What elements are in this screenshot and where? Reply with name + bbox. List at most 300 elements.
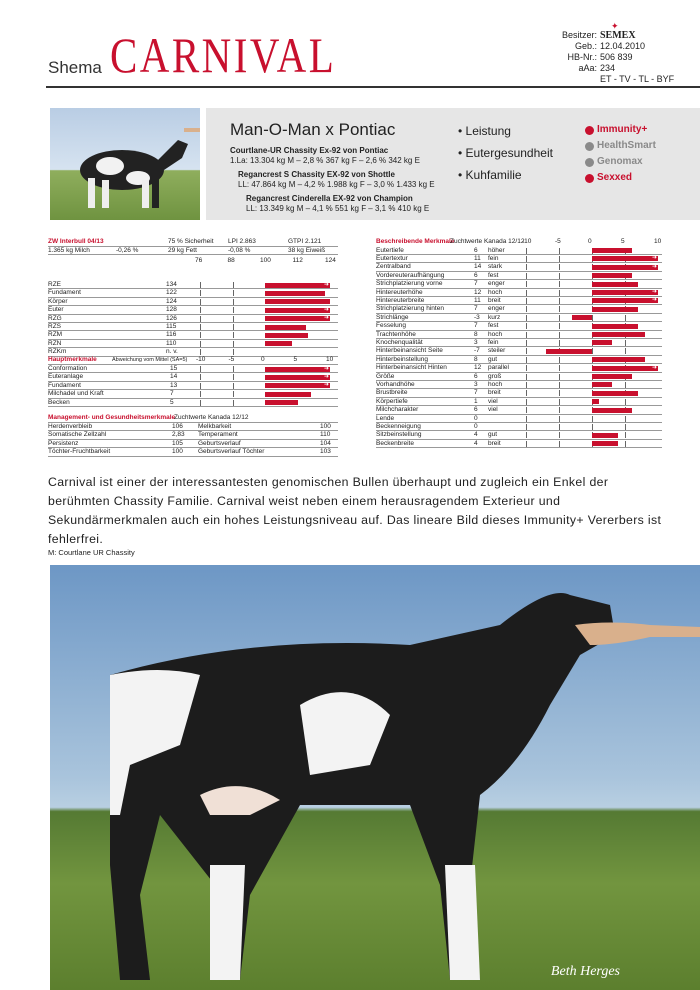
linear-row	[376, 431, 662, 439]
grid-tick	[200, 282, 201, 288]
grid-tick	[559, 382, 560, 388]
dam-lactation: 1.La: 13.304 kg M – 2,8 % 367 kg F – 2,6 % 342 kg E	[230, 156, 420, 165]
grid-tick	[200, 391, 201, 397]
grid-tick	[559, 399, 560, 405]
linear-bar	[572, 315, 592, 320]
linear-row-desc: breit	[488, 439, 501, 447]
linear-row-value: 11	[474, 296, 481, 304]
grid-tick	[200, 341, 201, 347]
linear-row-value: 12	[474, 364, 482, 372]
haupt-sub: Abweichung vom Mittel (SA=5)	[112, 357, 188, 363]
grid-tick	[200, 383, 201, 389]
grid-tick	[526, 290, 527, 296]
genomax-icon	[585, 158, 594, 167]
linear-bar	[592, 290, 658, 295]
mgmt-left-value: 106	[172, 423, 183, 430]
grid-tick	[526, 441, 527, 447]
mgmt-left-value: 105	[172, 439, 183, 447]
grid-tick	[625, 441, 626, 447]
linear-row-desc: höher	[488, 246, 505, 254]
linear-row-value: 6	[474, 372, 478, 380]
linear-row-label: Hinterbeinansicht Hinten	[376, 364, 447, 372]
grid-tick	[625, 348, 626, 354]
zw-row-value: 110	[166, 339, 177, 347]
zw-gtpi: GTPI 2.121	[288, 238, 322, 245]
linear-row	[376, 331, 662, 339]
birth-value: 12.04.2010	[600, 41, 646, 51]
zw-row	[48, 331, 338, 339]
zw-table	[48, 238, 338, 357]
grid-tick	[526, 323, 527, 329]
linear-row-label: Eutertiefe	[376, 246, 404, 254]
grid-tick	[625, 340, 626, 346]
grid-tick	[526, 273, 527, 279]
grid-tick	[625, 399, 626, 405]
linear-bar	[546, 349, 592, 354]
linear-row	[376, 280, 662, 288]
scale-tick-label: 10	[654, 238, 662, 245]
linear-row-desc: steiler	[488, 347, 506, 355]
linear-row	[376, 263, 662, 271]
zw-row-value: 124	[166, 297, 177, 305]
linear-bar	[592, 433, 618, 438]
zw-bar	[265, 283, 330, 288]
grid-tick	[526, 416, 527, 422]
haupt-row-label: Euteranlage	[48, 373, 84, 381]
zw-bar	[265, 333, 308, 338]
brand-immunity: Immunity+	[597, 124, 648, 135]
grid-tick	[526, 298, 527, 304]
haupt-row	[48, 373, 338, 381]
grid-tick	[233, 366, 234, 372]
zw-row-label: RZN	[48, 339, 62, 347]
haupt-row	[48, 365, 338, 373]
mgmt-left-value: 2,83	[172, 431, 185, 439]
grid-tick	[526, 365, 527, 371]
haupt-table	[48, 356, 338, 407]
linear-row-label: Hintereuterbreite	[376, 296, 425, 304]
mgmt-right-value: 103	[320, 448, 331, 456]
aaa-key: aAa:	[578, 63, 597, 73]
linear-row	[376, 423, 662, 431]
linear-row	[376, 415, 662, 423]
zw-row-label: RZG	[48, 314, 62, 322]
linear-row-value: 4	[474, 431, 478, 439]
scale-tick-label: 76	[195, 257, 203, 264]
scale-tick-label: -10	[522, 238, 532, 245]
linear-row-value: 3	[474, 338, 478, 346]
linear-row-desc: enger	[488, 305, 505, 313]
dam-name: Courtlane-UR Chassity Ex-92 von Pontiac	[230, 146, 389, 155]
grid-tick	[200, 374, 201, 380]
grid-tick	[592, 424, 593, 430]
linear-row	[376, 314, 662, 322]
grid-tick	[233, 349, 234, 355]
linear-row	[376, 406, 662, 414]
grid-tick	[526, 399, 527, 405]
zw-row-label: RZM	[48, 331, 63, 339]
grid-tick	[200, 324, 201, 330]
aaa-value: 234	[600, 63, 616, 73]
cow-photo	[50, 565, 700, 990]
linear-row-desc: gut	[488, 431, 498, 439]
overflow-arrow-icon: ➜	[324, 315, 330, 322]
zw-bar	[265, 316, 330, 321]
linear-row-value: 8	[474, 355, 478, 363]
overflow-arrow-icon: ➜	[652, 297, 658, 304]
overflow-arrow-icon: ➜	[652, 289, 658, 296]
grid-tick	[233, 324, 234, 330]
linear-row	[376, 364, 662, 372]
linear-row-label: Trachtenhöhe	[376, 330, 416, 338]
linear-row-label: Strichplatzierung vorne	[376, 280, 443, 288]
linear-row-desc: enger	[488, 280, 505, 288]
mgmt-left-label: Somatische Zellzahl	[48, 431, 107, 439]
grid-tick	[233, 332, 234, 338]
grid-tick	[200, 349, 201, 355]
haupt-bar	[265, 383, 330, 388]
linear-row	[376, 247, 662, 255]
scale-tick-label: -10	[196, 356, 206, 363]
zw-bar	[265, 299, 330, 304]
linear-bar	[592, 408, 632, 413]
grid-tick	[559, 273, 560, 279]
linear-row	[376, 255, 662, 263]
zw-row-label: Fundament	[48, 289, 81, 297]
linear-row-label: Lende	[376, 414, 395, 422]
linear-bar	[592, 374, 632, 379]
linear-row-desc: fein	[488, 338, 499, 346]
grid-tick	[592, 416, 593, 422]
grid-tick	[559, 323, 560, 329]
linear-row-label: Körpertiefe	[376, 397, 408, 405]
hb-value: 506 839	[600, 52, 633, 62]
grid-tick	[200, 299, 201, 305]
linear-row-label: Milchcharakter	[376, 406, 419, 414]
haupt-row-value: 5	[170, 398, 174, 406]
grid-tick	[559, 256, 560, 262]
grid-tick	[526, 374, 527, 380]
mgmt-header: Management- und Gesundheitsmerkmale	[48, 414, 176, 421]
grid-tick	[233, 400, 234, 406]
linear-row-label: Brustbreite	[376, 389, 408, 397]
grid-tick	[526, 424, 527, 430]
mgmt-right-label: Melkbarkeit	[198, 423, 232, 430]
owner-block	[555, 21, 675, 85]
linear-row-value: 14	[474, 263, 482, 271]
scale-tick-label: 100	[260, 257, 271, 264]
zw-row	[48, 323, 338, 331]
grid-tick	[625, 382, 626, 388]
zw-row-value: 128	[166, 306, 177, 314]
grid-tick	[200, 400, 201, 406]
grid-tick	[233, 383, 234, 389]
overflow-arrow-icon: ➜	[652, 364, 658, 371]
grid-tick	[526, 281, 527, 287]
scale-tick-label: 5	[293, 356, 298, 363]
mgmt-left-label: Töchter-Fruchtbarkeit	[48, 448, 111, 456]
grid-tick	[526, 306, 527, 312]
mgmt-left-label: Persistenz	[48, 439, 79, 447]
healthsmart-icon	[585, 142, 594, 151]
grid-tick	[592, 315, 593, 321]
owner-key: Besitzer:	[561, 30, 597, 40]
haupt-row	[48, 382, 338, 390]
bullet-item: • Kuhfamilie	[458, 168, 522, 182]
linear-row	[376, 305, 662, 313]
header-rule	[46, 86, 700, 88]
grid-tick	[526, 340, 527, 346]
linear-row-desc: breit	[488, 296, 501, 304]
zw-bar	[265, 325, 306, 330]
photographer-signature: Beth Herges	[550, 964, 620, 979]
linear-row-value: 11	[474, 254, 481, 262]
linear-row-desc: kurz	[488, 313, 501, 321]
mgmt-right-label: Temperament	[198, 431, 238, 439]
grid-tick	[559, 340, 560, 346]
grid-tick	[559, 424, 560, 430]
linear-row	[376, 373, 662, 381]
linear-row-value: 7	[474, 389, 478, 397]
linear-row-label: Eutertextur	[376, 254, 408, 262]
grid-tick	[526, 432, 527, 438]
linear-row-value: 6	[474, 271, 478, 279]
mgmt-right-label: Geburtsverlauf Töchter	[198, 448, 265, 456]
grid-tick	[200, 366, 201, 372]
linear-bar	[592, 340, 612, 345]
mgmt-right-value: 104	[320, 439, 331, 447]
linear-row-desc: gut	[488, 355, 498, 363]
linear-row-desc: groß	[488, 372, 502, 380]
grid-tick	[559, 281, 560, 287]
bullet-item: • Eutergesundheit	[458, 146, 553, 160]
linear-row-value: -7	[474, 347, 480, 355]
zw-milk: 1.365 kg Milch	[48, 246, 90, 254]
linear-row-label: Zentralband	[376, 263, 411, 271]
haupt-row	[48, 390, 338, 398]
grid-tick	[526, 332, 527, 338]
linear-bar	[592, 273, 632, 278]
grid-tick	[233, 307, 234, 313]
mgmt-row	[48, 448, 338, 456]
overflow-arrow-icon: ➜	[324, 365, 330, 372]
linear-row-value: 6	[474, 246, 478, 254]
brand-genomax: Genomax	[597, 156, 643, 167]
linear-row	[376, 356, 662, 364]
scale-tick-label: -5	[228, 356, 235, 363]
linear-row-label: Beckenneigung	[376, 422, 421, 430]
linear-row-label: Hinterbeinansicht Seite	[376, 347, 443, 355]
grid-tick	[625, 432, 626, 438]
grid-tick	[526, 407, 527, 413]
mgmt-right-label: Geburtsverlauf	[198, 439, 241, 447]
haupt-bar	[265, 400, 298, 405]
brand-healthsmart: HealthSmart	[597, 140, 656, 151]
scale-tick-label: 10	[326, 356, 334, 363]
grid-tick	[200, 316, 201, 322]
grid-tick	[526, 348, 527, 354]
linear-row-value: 4	[474, 439, 478, 447]
linear-row-label: Sitzbeinstellung	[376, 431, 422, 439]
linear-bar	[592, 298, 658, 303]
zw-fat: 29 kg Fett	[168, 246, 197, 254]
grid-tick	[625, 424, 626, 430]
linear-row-desc: fein	[488, 254, 499, 262]
zw-row-label: Körper	[48, 297, 68, 305]
linear-bar	[592, 332, 645, 337]
linear-row-label: Vorhandhöhe	[376, 380, 415, 388]
linear-row-value: 7	[474, 280, 478, 288]
linear-bar	[592, 441, 618, 446]
zw-row	[48, 281, 338, 289]
zw-bar	[265, 341, 292, 346]
haupt-row-label: Becken	[48, 398, 70, 406]
linear-row-value: 0	[474, 414, 478, 422]
linear-row-value: 7	[474, 305, 478, 313]
linear-bar	[592, 357, 645, 362]
haupt-row-value: 15	[170, 365, 178, 372]
zw-sicherheit: 75 % Sicherheit	[168, 238, 214, 245]
grid-tick	[233, 341, 234, 347]
linear-bar	[592, 366, 658, 371]
mgmt-sub: Zuchtwerte Kanada 12/12	[174, 414, 249, 421]
linear-row	[376, 398, 662, 406]
linear-bar	[592, 282, 638, 287]
grid-tick	[559, 390, 560, 396]
codes: ET - TV - TL - BYF	[600, 74, 675, 84]
mgmt-row	[48, 431, 338, 439]
grid-tick	[559, 264, 560, 270]
haupt-bar	[265, 375, 330, 380]
cow-thumbnail	[50, 108, 200, 220]
zw-row	[48, 298, 338, 306]
linear-row-desc: hoch	[488, 288, 503, 296]
scale-tick-label: 112	[292, 257, 303, 264]
grand-dam-name: Regancrest S Chassity EX-92 von Shottle	[238, 170, 395, 179]
grid-tick	[233, 282, 234, 288]
mgmt-right-value: 100	[320, 423, 331, 430]
zw-row-value: 134	[166, 281, 177, 288]
great-grand-dam-name: Regancrest Cinderella EX-92 von Champion	[246, 194, 413, 203]
zw-row-value: 126	[166, 314, 177, 322]
haupt-row	[48, 399, 338, 407]
zw-row	[48, 340, 338, 348]
linear-row-desc: viel	[488, 406, 498, 414]
zw-row-value: n. v.	[166, 348, 178, 356]
zw-row-label: RZE	[48, 281, 61, 288]
grid-tick	[559, 441, 560, 447]
grid-tick	[625, 416, 626, 422]
grid-tick	[559, 416, 560, 422]
linear-row	[376, 347, 662, 355]
sexxed-icon	[585, 174, 594, 183]
zw-row	[48, 315, 338, 323]
linear-table	[376, 238, 662, 448]
scale-tick-label: -5	[555, 238, 561, 245]
scale-tick-label: 0	[588, 238, 592, 245]
haupt-row-label: Fundament	[48, 381, 81, 389]
bullet-list	[458, 120, 553, 186]
linear-row	[376, 297, 662, 305]
mgmt-row	[48, 423, 338, 431]
grid-tick	[559, 407, 560, 413]
zw-header: ZW Interbull 04/13	[48, 238, 104, 245]
linear-row-desc: breit	[488, 389, 501, 397]
grid-tick	[559, 248, 560, 254]
grid-tick	[559, 290, 560, 296]
birth-key: Geb.:	[574, 41, 597, 51]
mgmt-left-label: Herdenverbleib	[48, 423, 93, 430]
linear-row-value: 3	[474, 380, 478, 388]
linear-row-label: Strichplatzierung hinten	[376, 305, 444, 313]
bull-name: CARNIVAL	[110, 27, 337, 83]
linear-bar	[592, 265, 658, 270]
linear-row-desc: stark	[488, 263, 503, 271]
linear-row	[376, 389, 662, 397]
scale-tick-label: 0	[261, 356, 265, 363]
brand-list	[585, 122, 656, 186]
bullet-item: • Leistung	[458, 124, 511, 138]
linear-row-label: Hintereuterhöhe	[376, 288, 423, 296]
linear-row-desc: viel	[488, 397, 498, 405]
zw-row	[48, 289, 338, 297]
zw-row-label: RZS	[48, 323, 61, 330]
grid-tick	[233, 316, 234, 322]
grid-tick	[200, 307, 201, 313]
linear-row	[376, 272, 662, 280]
haupt-row-value: 13	[170, 381, 178, 389]
zw-lpi: LPI 2.863	[228, 238, 256, 245]
grid-tick	[559, 432, 560, 438]
linear-bar	[592, 399, 599, 404]
linear-row-label: Knochenqualität	[376, 338, 423, 346]
overflow-arrow-icon: ➜	[324, 382, 330, 389]
mgmt-right-value: 110	[320, 431, 331, 439]
grid-tick	[625, 315, 626, 321]
zw-row-value: 122	[166, 289, 177, 297]
grid-tick	[526, 357, 527, 363]
linear-row-desc: parallel	[488, 364, 509, 372]
linear-row-value: 8	[474, 330, 478, 338]
zw-row-value: 115	[166, 323, 177, 330]
haupt-row-value: 14	[170, 373, 178, 381]
linear-row-value: 0	[474, 422, 478, 430]
great-grand-dam-lactation: LL: 13.349 kg M – 4,1 % 551 kg F – 3,1 % 410 kg E	[246, 204, 430, 213]
linear-row-desc: fest	[488, 322, 499, 330]
linear-row-label: Größe	[376, 372, 395, 380]
linear-row	[376, 440, 662, 448]
linear-sub: Zuchtwerte Kanada 12/12	[450, 238, 525, 245]
scale-tick-label: 124	[325, 257, 336, 264]
haupt-header: Hauptmerkmale	[48, 356, 97, 363]
mgmt-left-value: 100	[172, 448, 183, 456]
zw-row	[48, 306, 338, 314]
haupt-row-value: 7	[170, 390, 174, 398]
linear-row-value: 1	[474, 397, 478, 405]
grid-tick	[592, 348, 593, 354]
zw-row-value: 116	[166, 331, 177, 339]
zw-milk-pct: -0,26 %	[116, 246, 139, 254]
linear-bar	[592, 307, 638, 312]
mgmt-row	[48, 440, 338, 448]
grand-dam-lactation: LL: 47.864 kg M – 4,2 % 1.988 kg F – 3,0 % 1.433 kg E	[238, 180, 435, 189]
owner-value: SEMEX	[600, 30, 636, 41]
haupt-row-label: Conformation	[48, 365, 88, 372]
maple-leaf-icon: ✦	[611, 21, 619, 31]
linear-row-value: 7	[474, 322, 478, 330]
grid-tick	[559, 357, 560, 363]
grid-tick	[526, 390, 527, 396]
